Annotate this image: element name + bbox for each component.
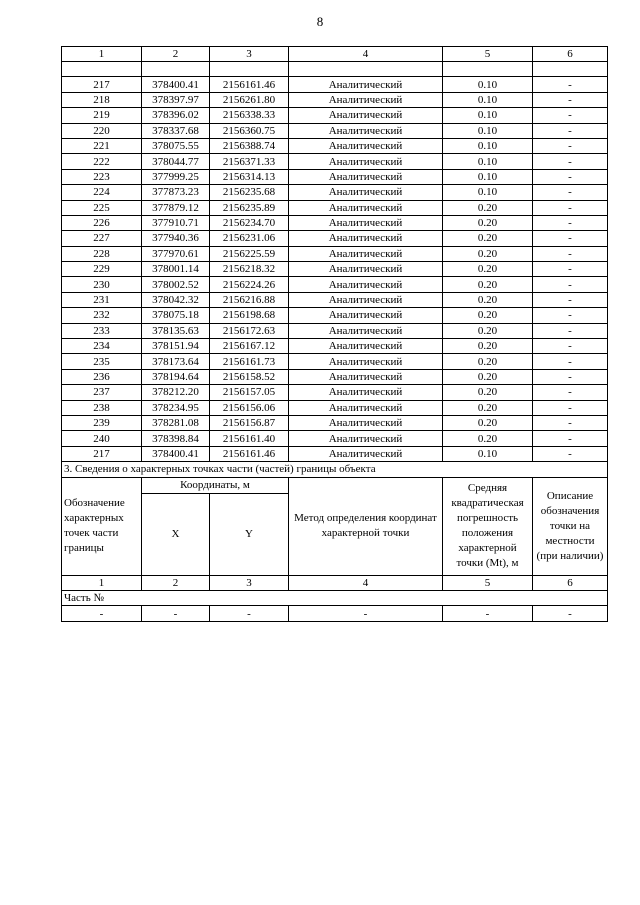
table-cell: - — [533, 154, 608, 169]
table-cell: Аналитический — [289, 246, 443, 261]
table-cell: 0.20 — [443, 354, 533, 369]
table-cell: 2156161.40 — [210, 431, 289, 446]
table-cell: 0.20 — [443, 385, 533, 400]
table-cell: Аналитический — [289, 431, 443, 446]
table-cell: 218 — [62, 92, 142, 107]
table-cell: 2156158.52 — [210, 369, 289, 384]
table-cell: 378001.14 — [142, 262, 210, 277]
table-cell: - — [533, 92, 608, 107]
table-cell: Аналитический — [289, 308, 443, 323]
section-3-title-row — [62, 462, 608, 477]
table-cell: 377970.61 — [142, 246, 210, 261]
part-label: Часть № — [62, 590, 608, 605]
table-cell: 2156167.12 — [210, 339, 289, 354]
table-cell: Аналитический — [289, 400, 443, 415]
table-cell: - — [533, 169, 608, 184]
number-cell: 3 — [210, 575, 289, 590]
table-cell: - — [533, 308, 608, 323]
table-cell: 0.10 — [443, 92, 533, 107]
table-cell: 378173.64 — [142, 354, 210, 369]
table-cell: 237 — [62, 385, 142, 400]
coordinates-header: Координаты, м — [142, 477, 289, 493]
table-row — [62, 292, 608, 307]
table-cell: 378212.20 — [142, 385, 210, 400]
table-cell: - — [533, 246, 608, 261]
coordinates-table — [61, 46, 608, 622]
table-cell: 2156172.63 — [210, 323, 289, 338]
table-cell: 2156161.46 — [210, 77, 289, 92]
table-cell: Аналитический — [289, 92, 443, 107]
table-row — [62, 138, 608, 153]
table-cell: 234 — [62, 339, 142, 354]
table-row — [62, 215, 608, 230]
method-header: Метод определения координат характерной точки — [289, 477, 443, 575]
table-row — [62, 123, 608, 138]
part-data-row — [62, 606, 608, 621]
section-3-number-row — [62, 575, 608, 590]
table-cell: 227 — [62, 231, 142, 246]
table-cell: 229 — [62, 262, 142, 277]
table-cell: 224 — [62, 185, 142, 200]
table-cell: - — [533, 606, 608, 621]
table-cell: 2156156.87 — [210, 415, 289, 430]
table-row — [62, 92, 608, 107]
table-cell: - — [533, 369, 608, 384]
table-cell: 0.20 — [443, 246, 533, 261]
table-cell: 378151.94 — [142, 339, 210, 354]
table-cell: Аналитический — [289, 185, 443, 200]
table-row — [62, 108, 608, 123]
table-cell: Аналитический — [289, 154, 443, 169]
table-cell: 0.20 — [443, 415, 533, 430]
table-cell: 378397.97 — [142, 92, 210, 107]
table-cell: 377873.23 — [142, 185, 210, 200]
table-cell: 0.20 — [443, 262, 533, 277]
table-row — [62, 200, 608, 215]
number-cell: 4 — [289, 575, 443, 590]
table-cell: 378234.95 — [142, 400, 210, 415]
table-cell: - — [533, 138, 608, 153]
table-cell: 0.20 — [443, 292, 533, 307]
table-cell: 378281.08 — [142, 415, 210, 430]
table-cell: 378337.68 — [142, 123, 210, 138]
table-cell: - — [533, 431, 608, 446]
table-cell: 2156261.80 — [210, 92, 289, 107]
table-row — [62, 231, 608, 246]
table-cell: 238 — [62, 400, 142, 415]
table-cell: 377879.12 — [142, 200, 210, 215]
section-3-title: 3. Сведения о характерных точках части (частей) границы объекта — [62, 462, 608, 477]
table-row — [62, 262, 608, 277]
table-cell: 0.10 — [443, 185, 533, 200]
column-number-row — [62, 47, 608, 62]
table-cell: Аналитический — [289, 215, 443, 230]
number-cell: 6 — [533, 575, 608, 590]
table-row — [62, 154, 608, 169]
table-cell: 2156338.33 — [210, 108, 289, 123]
table-cell: 232 — [62, 308, 142, 323]
table-cell: 2156314.13 — [210, 169, 289, 184]
table-cell: 235 — [62, 354, 142, 369]
error-header: Средняя квадратическая погрешность положения характерной точки (Mt), м — [443, 477, 533, 575]
table-row — [62, 308, 608, 323]
table-cell: 0.20 — [443, 231, 533, 246]
table-cell: 0.10 — [443, 108, 533, 123]
table-cell: - — [533, 354, 608, 369]
table-row — [62, 369, 608, 384]
table-cell: 220 — [62, 123, 142, 138]
table-cell: 2156224.26 — [210, 277, 289, 292]
table-cell: 231 — [62, 292, 142, 307]
table-cell: 378042.32 — [142, 292, 210, 307]
table-cell: Аналитический — [289, 77, 443, 92]
table-cell: 221 — [62, 138, 142, 153]
table-cell: 2156156.06 — [210, 400, 289, 415]
table-cell: 240 — [62, 431, 142, 446]
number-cell: 5 — [443, 575, 533, 590]
table-cell: 0.20 — [443, 369, 533, 384]
table-cell: Аналитический — [289, 277, 443, 292]
page-number: 8 — [316, 14, 324, 29]
table-cell: - — [533, 108, 608, 123]
table-cell: 228 — [62, 246, 142, 261]
table-cell: 2156157.05 — [210, 385, 289, 400]
table-cell: 0.20 — [443, 431, 533, 446]
table-cell: 2156198.68 — [210, 308, 289, 323]
table-cell: - — [533, 323, 608, 338]
table-row — [62, 277, 608, 292]
table-cell: 223 — [62, 169, 142, 184]
table-cell: 2156234.70 — [210, 215, 289, 230]
table-row — [62, 246, 608, 261]
header-cell: 5 — [443, 47, 533, 62]
table-cell: - — [533, 262, 608, 277]
table-cell: - — [533, 185, 608, 200]
table-cell: 378400.41 — [142, 77, 210, 92]
table-cell: 2156360.75 — [210, 123, 289, 138]
x-header: X — [142, 493, 210, 575]
table-row — [62, 339, 608, 354]
table-cell: 378135.63 — [142, 323, 210, 338]
table-cell: Аналитический — [289, 200, 443, 215]
table-cell: 2156235.68 — [210, 185, 289, 200]
table-row — [62, 323, 608, 338]
number-cell: 1 — [62, 575, 142, 590]
table-cell: - — [210, 606, 289, 621]
table-cell: 2156161.73 — [210, 354, 289, 369]
table-cell: 225 — [62, 200, 142, 215]
table-cell: - — [533, 415, 608, 430]
table-cell: Аналитический — [289, 292, 443, 307]
table-cell: 219 — [62, 108, 142, 123]
table-cell: - — [142, 606, 210, 621]
part-row — [62, 590, 608, 605]
table-cell: - — [533, 446, 608, 461]
table-cell: 378002.52 — [142, 277, 210, 292]
table-cell: 377940.36 — [142, 231, 210, 246]
table-cell: 377999.25 — [142, 169, 210, 184]
header-cell: 3 — [210, 47, 289, 62]
table-cell: 0.20 — [443, 215, 533, 230]
table-cell: 0.10 — [443, 123, 533, 138]
table-cell: 378194.64 — [142, 369, 210, 384]
header-cell: 4 — [289, 47, 443, 62]
table-cell: Аналитический — [289, 446, 443, 461]
number-cell: 2 — [142, 575, 210, 590]
empty-row — [62, 62, 608, 77]
table-cell: 0.20 — [443, 339, 533, 354]
header-cell: 1 — [62, 47, 142, 62]
table-cell: Аналитический — [289, 262, 443, 277]
table-cell: 378044.77 — [142, 154, 210, 169]
table-cell: 0.20 — [443, 308, 533, 323]
table-cell: 0.20 — [443, 323, 533, 338]
table-cell: 2156235.89 — [210, 200, 289, 215]
y-header: Y — [210, 493, 289, 575]
table-cell: 378075.55 — [142, 138, 210, 153]
table-cell: - — [443, 606, 533, 621]
description-header: Описание обозначения точки на местности (при наличии) — [533, 477, 608, 575]
table-cell: - — [289, 606, 443, 621]
table-cell: 2156218.32 — [210, 262, 289, 277]
table-cell: - — [533, 385, 608, 400]
table-cell: Аналитический — [289, 123, 443, 138]
table-cell: 0.20 — [443, 400, 533, 415]
table-cell: 2156388.74 — [210, 138, 289, 153]
table-cell: Аналитический — [289, 369, 443, 384]
table-cell: 2156231.06 — [210, 231, 289, 246]
point-designation-header: Обозначение характерных точек части границы — [62, 477, 142, 575]
table-cell: 2156371.33 — [210, 154, 289, 169]
table-cell: Аналитический — [289, 354, 443, 369]
table-cell: 0.10 — [443, 138, 533, 153]
table-row — [62, 169, 608, 184]
header-cell: 6 — [533, 47, 608, 62]
table-cell: Аналитический — [289, 339, 443, 354]
table-cell: - — [62, 606, 142, 621]
table-row — [62, 354, 608, 369]
table-cell: 2156225.59 — [210, 246, 289, 261]
table-row — [62, 415, 608, 430]
table-cell: Аналитический — [289, 231, 443, 246]
table-cell: 217 — [62, 446, 142, 461]
table-row — [62, 446, 608, 461]
table-cell: 378398.84 — [142, 431, 210, 446]
table-cell: 2156216.88 — [210, 292, 289, 307]
table-cell: - — [533, 339, 608, 354]
table-cell: Аналитический — [289, 169, 443, 184]
header-cell: 2 — [142, 47, 210, 62]
table-cell: 378075.18 — [142, 308, 210, 323]
table-cell: 2156161.46 — [210, 446, 289, 461]
table-cell: Аналитический — [289, 385, 443, 400]
table-cell: Аналитический — [289, 138, 443, 153]
table-cell: 217 — [62, 77, 142, 92]
table-cell: Аналитический — [289, 323, 443, 338]
table-cell: - — [533, 123, 608, 138]
table-cell: - — [533, 215, 608, 230]
table-cell: 378396.02 — [142, 108, 210, 123]
table-cell: 233 — [62, 323, 142, 338]
table-cell: - — [533, 277, 608, 292]
table-cell: 226 — [62, 215, 142, 230]
table-cell: - — [533, 292, 608, 307]
table-row — [62, 385, 608, 400]
table-cell: 0.10 — [443, 77, 533, 92]
table-cell: 222 — [62, 154, 142, 169]
table-row — [62, 77, 608, 92]
table-cell: Аналитический — [289, 108, 443, 123]
table-cell: 378400.41 — [142, 446, 210, 461]
table-cell: 0.10 — [443, 169, 533, 184]
table-cell: 0.20 — [443, 277, 533, 292]
table-cell: 377910.71 — [142, 215, 210, 230]
table-cell: 0.10 — [443, 446, 533, 461]
table-cell: 239 — [62, 415, 142, 430]
table-cell: 0.20 — [443, 200, 533, 215]
table-cell: - — [533, 400, 608, 415]
table-cell: - — [533, 77, 608, 92]
table-cell: 0.10 — [443, 154, 533, 169]
table-cell: - — [533, 231, 608, 246]
table-cell: 230 — [62, 277, 142, 292]
table-cell: - — [533, 200, 608, 215]
table-row — [62, 185, 608, 200]
table-row — [62, 431, 608, 446]
table-cell: 236 — [62, 369, 142, 384]
table-row — [62, 400, 608, 415]
table-cell: Аналитический — [289, 415, 443, 430]
